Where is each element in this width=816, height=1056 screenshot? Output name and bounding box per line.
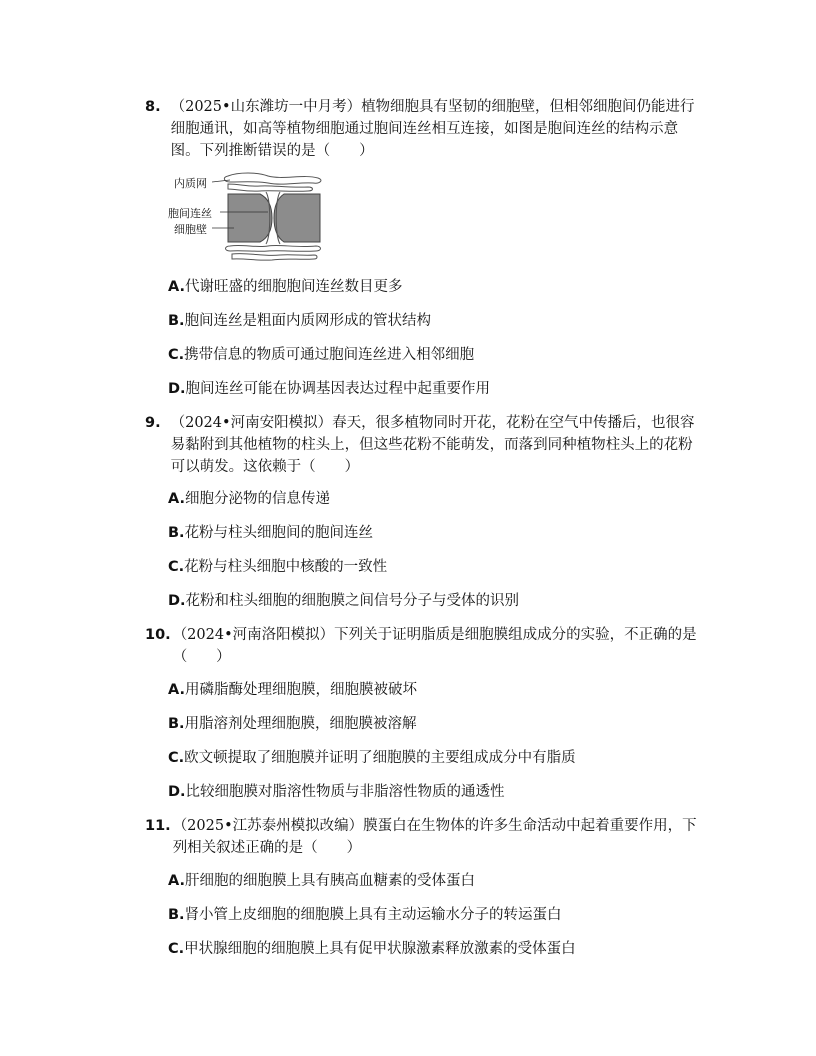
option-8b[interactable] <box>168 311 431 331</box>
option-11c[interactable] <box>168 939 576 959</box>
option-10b[interactable] <box>168 714 417 734</box>
label-plasmodesma: 胞间连丝 <box>168 207 212 220</box>
option-letter: C. <box>168 750 185 766</box>
question-9 <box>145 412 705 478</box>
option-text: 代谢旺盛的细胞胞间连丝数目更多 <box>185 279 403 295</box>
option-11b[interactable] <box>168 905 562 925</box>
er-strand-bottom <box>226 245 321 251</box>
option-text: 花粉和柱头细胞的细胞膜之间信号分子与受体的识别 <box>185 593 520 609</box>
option-text: 细胞分泌物的信息传递 <box>185 491 330 507</box>
er-strand-top <box>224 173 321 184</box>
option-text: 花粉与柱头细胞间的胞间连丝 <box>184 525 374 541</box>
option-8a[interactable] <box>168 277 403 297</box>
label-cell-wall: 细胞壁 <box>174 223 207 236</box>
question-stem: （2024•河南洛阳模拟）下列关于证明脂质是细胞膜组成成分的实验，不正确的是（ ） <box>172 627 697 665</box>
option-10a[interactable] <box>168 680 417 700</box>
option-text: 胞间连丝是粗面内质网形成的管状结构 <box>184 313 432 329</box>
option-8d[interactable] <box>168 379 490 399</box>
option-8c[interactable] <box>168 345 474 365</box>
question-stem: （2025•山东潍坊一中月考）植物细胞具有坚韧的细胞壁，但相邻细胞间仍能进行细胞通讯，如高等植物细胞通过胞间连丝相互连接，如图是胞间连丝的结构示意图。下列推断错误的是（ ） <box>170 99 695 159</box>
option-letter: B. <box>168 716 185 732</box>
option-text: 比较细胞膜对脂溶性物质与非脂溶性物质的通透性 <box>185 784 505 800</box>
option-letter: A. <box>168 873 185 889</box>
option-letter: A. <box>168 491 185 507</box>
option-9a[interactable] <box>168 489 330 509</box>
question-11 <box>145 815 705 859</box>
option-letter: C. <box>168 941 185 957</box>
option-letter: D. <box>168 381 186 397</box>
option-letter: D. <box>168 593 186 609</box>
option-9b[interactable] <box>168 523 373 543</box>
plasmodesmata-diagram <box>168 170 328 262</box>
option-letter: B. <box>168 907 185 923</box>
cell-wall-left <box>228 194 272 242</box>
label-er: 内质网 <box>174 177 207 190</box>
question-number: 8. <box>145 99 161 115</box>
option-letter: C. <box>168 347 185 363</box>
option-text: 胞间连丝可能在协调基因表达过程中起重要作用 <box>185 381 491 397</box>
option-11a[interactable] <box>168 871 475 891</box>
option-text: 肾小管上皮细胞的细胞膜上具有主动运输水分子的转运蛋白 <box>184 907 562 923</box>
option-text: 欧文顿提取了细胞膜并证明了细胞膜的主要组成成分中有脂质 <box>184 750 576 766</box>
option-text: 用磷脂酶处理细胞膜，细胞膜被破坏 <box>185 682 417 698</box>
question-8 <box>145 96 705 162</box>
option-9d[interactable] <box>168 591 519 611</box>
option-text: 肝细胞的细胞膜上具有胰高血糖素的受体蛋白 <box>185 873 475 889</box>
er-strand-top2 <box>228 184 313 191</box>
question-stem: （2024•河南安阳模拟）春天，很多植物同时开花，花粉在空气中传播后，也很容易黏附到其他植物的柱头上，但这些花粉不能萌发，而落到同种植物柱头上的花粉可以萌发。这依赖于（ ） <box>170 415 695 475</box>
question-number: 11. <box>145 818 171 834</box>
option-text: 携带信息的物质可通过胞间连丝进入相邻细胞 <box>184 347 475 363</box>
option-9c[interactable] <box>168 557 387 577</box>
question-stem: （2025•江苏泰州模拟改编）膜蛋白在生物体的许多生命活动中起着重要作用，下列相关叙述正确的是（ ） <box>172 818 697 856</box>
question-number: 9. <box>145 415 161 431</box>
option-letter: A. <box>168 279 185 295</box>
option-letter: D. <box>168 784 186 800</box>
er-strand-bottom2 <box>232 254 317 261</box>
option-letter: B. <box>168 313 185 329</box>
option-letter: C. <box>168 559 185 575</box>
option-10c[interactable] <box>168 748 576 768</box>
option-letter: B. <box>168 525 185 541</box>
question-10 <box>145 624 705 668</box>
option-text: 用脂溶剂处理细胞膜，细胞膜被溶解 <box>184 716 417 732</box>
question-number: 10. <box>145 627 171 643</box>
cell-wall-right <box>274 194 320 242</box>
option-text: 甲状腺细胞的细胞膜上具有促甲状腺激素释放激素的受体蛋白 <box>184 941 576 957</box>
option-letter: A. <box>168 682 185 698</box>
option-text: 花粉与柱头细胞中核酸的一致性 <box>184 559 388 575</box>
option-10d[interactable] <box>168 782 505 802</box>
